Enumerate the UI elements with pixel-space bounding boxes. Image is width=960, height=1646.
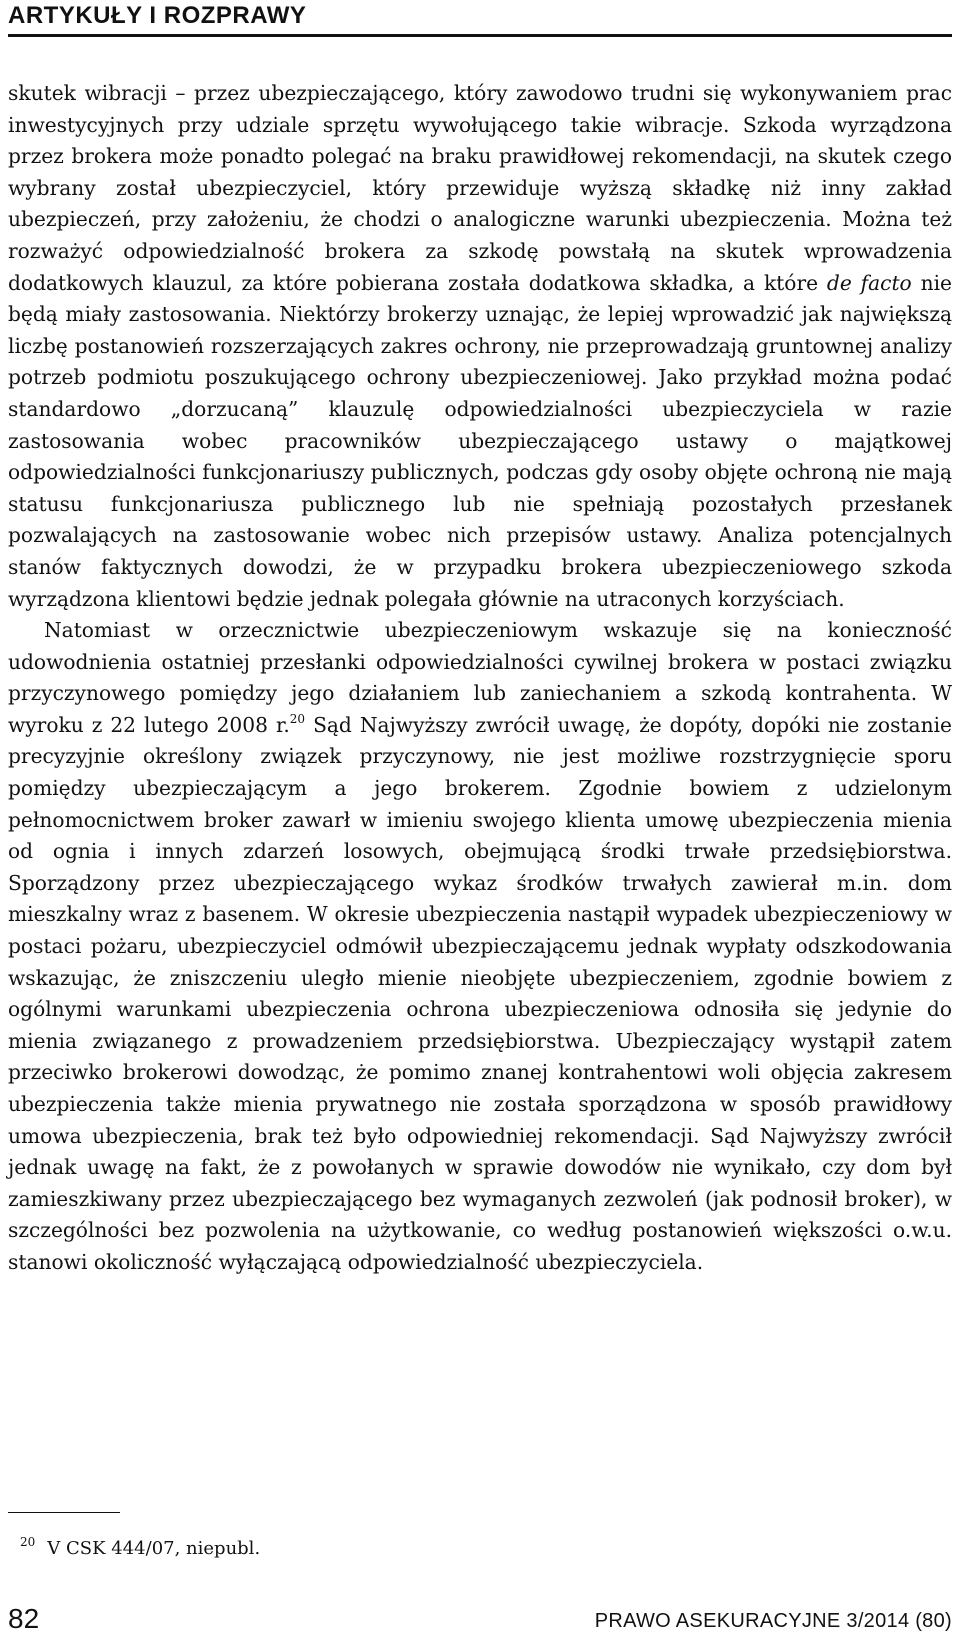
page-number: 82 [8,1603,40,1634]
footnote-reference[interactable]: 20 [289,711,306,726]
footnote-text: V CSK 444/07, niepubl. [47,1538,261,1559]
section-title: ARTYKUŁY I ROZPRAWY [8,2,307,29]
footnote [8,1530,908,1561]
page-header [8,0,952,37]
footnote-divider [8,1512,120,1513]
paragraph-2-text-b: Sąd Najwyższy zwrócił uwagę, że dopóty, dopóki nie zostanie precyzyjnie określony związek przyczynowy, nie jest możliwe rozstrzygnięcie sporu pomiędzy ubezpieczającym a jego brokerem. Zgodnie bowiem z udzielonym pełnomocnictwem broker zawarł w imieniu swojego klienta umowę ubezpieczenia mienia od ognia i innych zdarzeń losowych, obejmującą środki trwałe przedsiębiorstwa. Sporządzony przez ubezpieczającego wykaz środków trwałych zawierał m.in. dom mieszkalny wraz z basenem. W okresie ubezpieczenia nastąpił wypadek ubezpieczeniowy w postaci pożaru, ubezpieczyciel odmówił ubezpieczającemu jednak wypłaty odszkodowania wskazując, że zniszczeniu uległo mienie nieobjęte ubezpieczeniem, zgodnie bowiem z ogólnymi warunkami ubezpieczenia ochrona ubezpieczeniowa odnosiła się jedynie do mienia związanego z prowadzeniem przedsiębiorstwa. Ubezpieczający wystąpił zatem przeciwko brokerowi dowodząc, że pomimo znanej kontrahentowi woli objęcia zakresem ubezpieczenia także mienia prywatnego nie została sporządzona w sposób prawidłowy umowa ubezpieczenia, brak też było odpowiedniej rekomendacji. Sąd Najwyższy zwrócił jednak uwagę na fakt, że z powołanych w sprawie dowodów nie wynikało, czy dom był zamieszkiwany przez ubezpieczającego bez wymaganych zezwoleń (jak podnosił broker), w szczególności bez pozwolenia na użytkowanie, co według postanowień większości o.w.u. stanowi okoliczność wyłączającą odpowiedzialność ubezpieczyciela. [8,712,952,1274]
paragraph-2-text-a: Natomiast w orzecznictwie ubezpieczeniowym wskazuje się na konieczność udowodnienia ostatniej przesłanki odpowiedzialności cywilnej brokera w postaci związku przyczynowego pomiędzy jego działaniem lub zaniechaniem a szkodą kontrahenta. W wyroku z 22 lutego 2008 r. [8,618,952,737]
footnote-number: 20 [20,1535,36,1549]
paragraph-2 [8,615,952,1278]
article-body [8,78,952,1279]
paragraph-1-text-a: skutek wibracji – przez ubezpieczającego, który zawodowo trudni się wykonywaniem prac inwestycyjnych przy udziale sprzętu wywołującego takie wibracje. Szkoda wyrządzona przez brokera może ponadto polegać na braku prawidłowej rekomendacji, na skutek czego wybrany został ubezpieczyciel, który przewiduje wyższą składkę niż inny zakład ubezpieczeń, przy założeniu, że chodzi o analogiczne warunki ubezpieczenia. Można też rozważyć odpowiedzialność brokera za szkodę powstałą na skutek wprowadzenia dodatkowych klauzul, za które pobierana została dodatkowa składka, a które [8,81,952,295]
journal-title: PRAWO ASEKURACYJNE 3/2014 (80) [594,1610,952,1632]
paragraph-1-italic: de facto [826,270,912,295]
paragraph-1 [8,78,952,615]
paragraph-1-text-b: nie będą miały zastosowania. Niektórzy brokerzy uznając, że lepiej wprowadzić jak największą liczbę postanowień rozszerzających zakres ochrony, nie przeprowadzają gruntownej analizy potrzeb podmiotu poszukującego ochrony ubezpieczeniowej. Jako przykład można podać standardowo „dorzucaną” klauzulę odpowiedzialności ubezpieczyciela w razie zastosowania wobec pracowników ubezpieczającego ustawy o majątkowej odpowiedzialności funkcjonariuszy publicznych, podczas gdy osoby objęte ochroną nie mają statusu funkcjonariusza publicznego lub nie spełniają pozostałych przesłanek pozwalających na zastosowanie wobec nich przepisów ustawy. Analiza potencjalnych stanów faktycznych dowodzi, że w przypadku brokera ubezpieczeniowego szkoda wyrządzona klientowi będzie jednak polegała głównie na utraconych korzyściach. [8,270,952,611]
